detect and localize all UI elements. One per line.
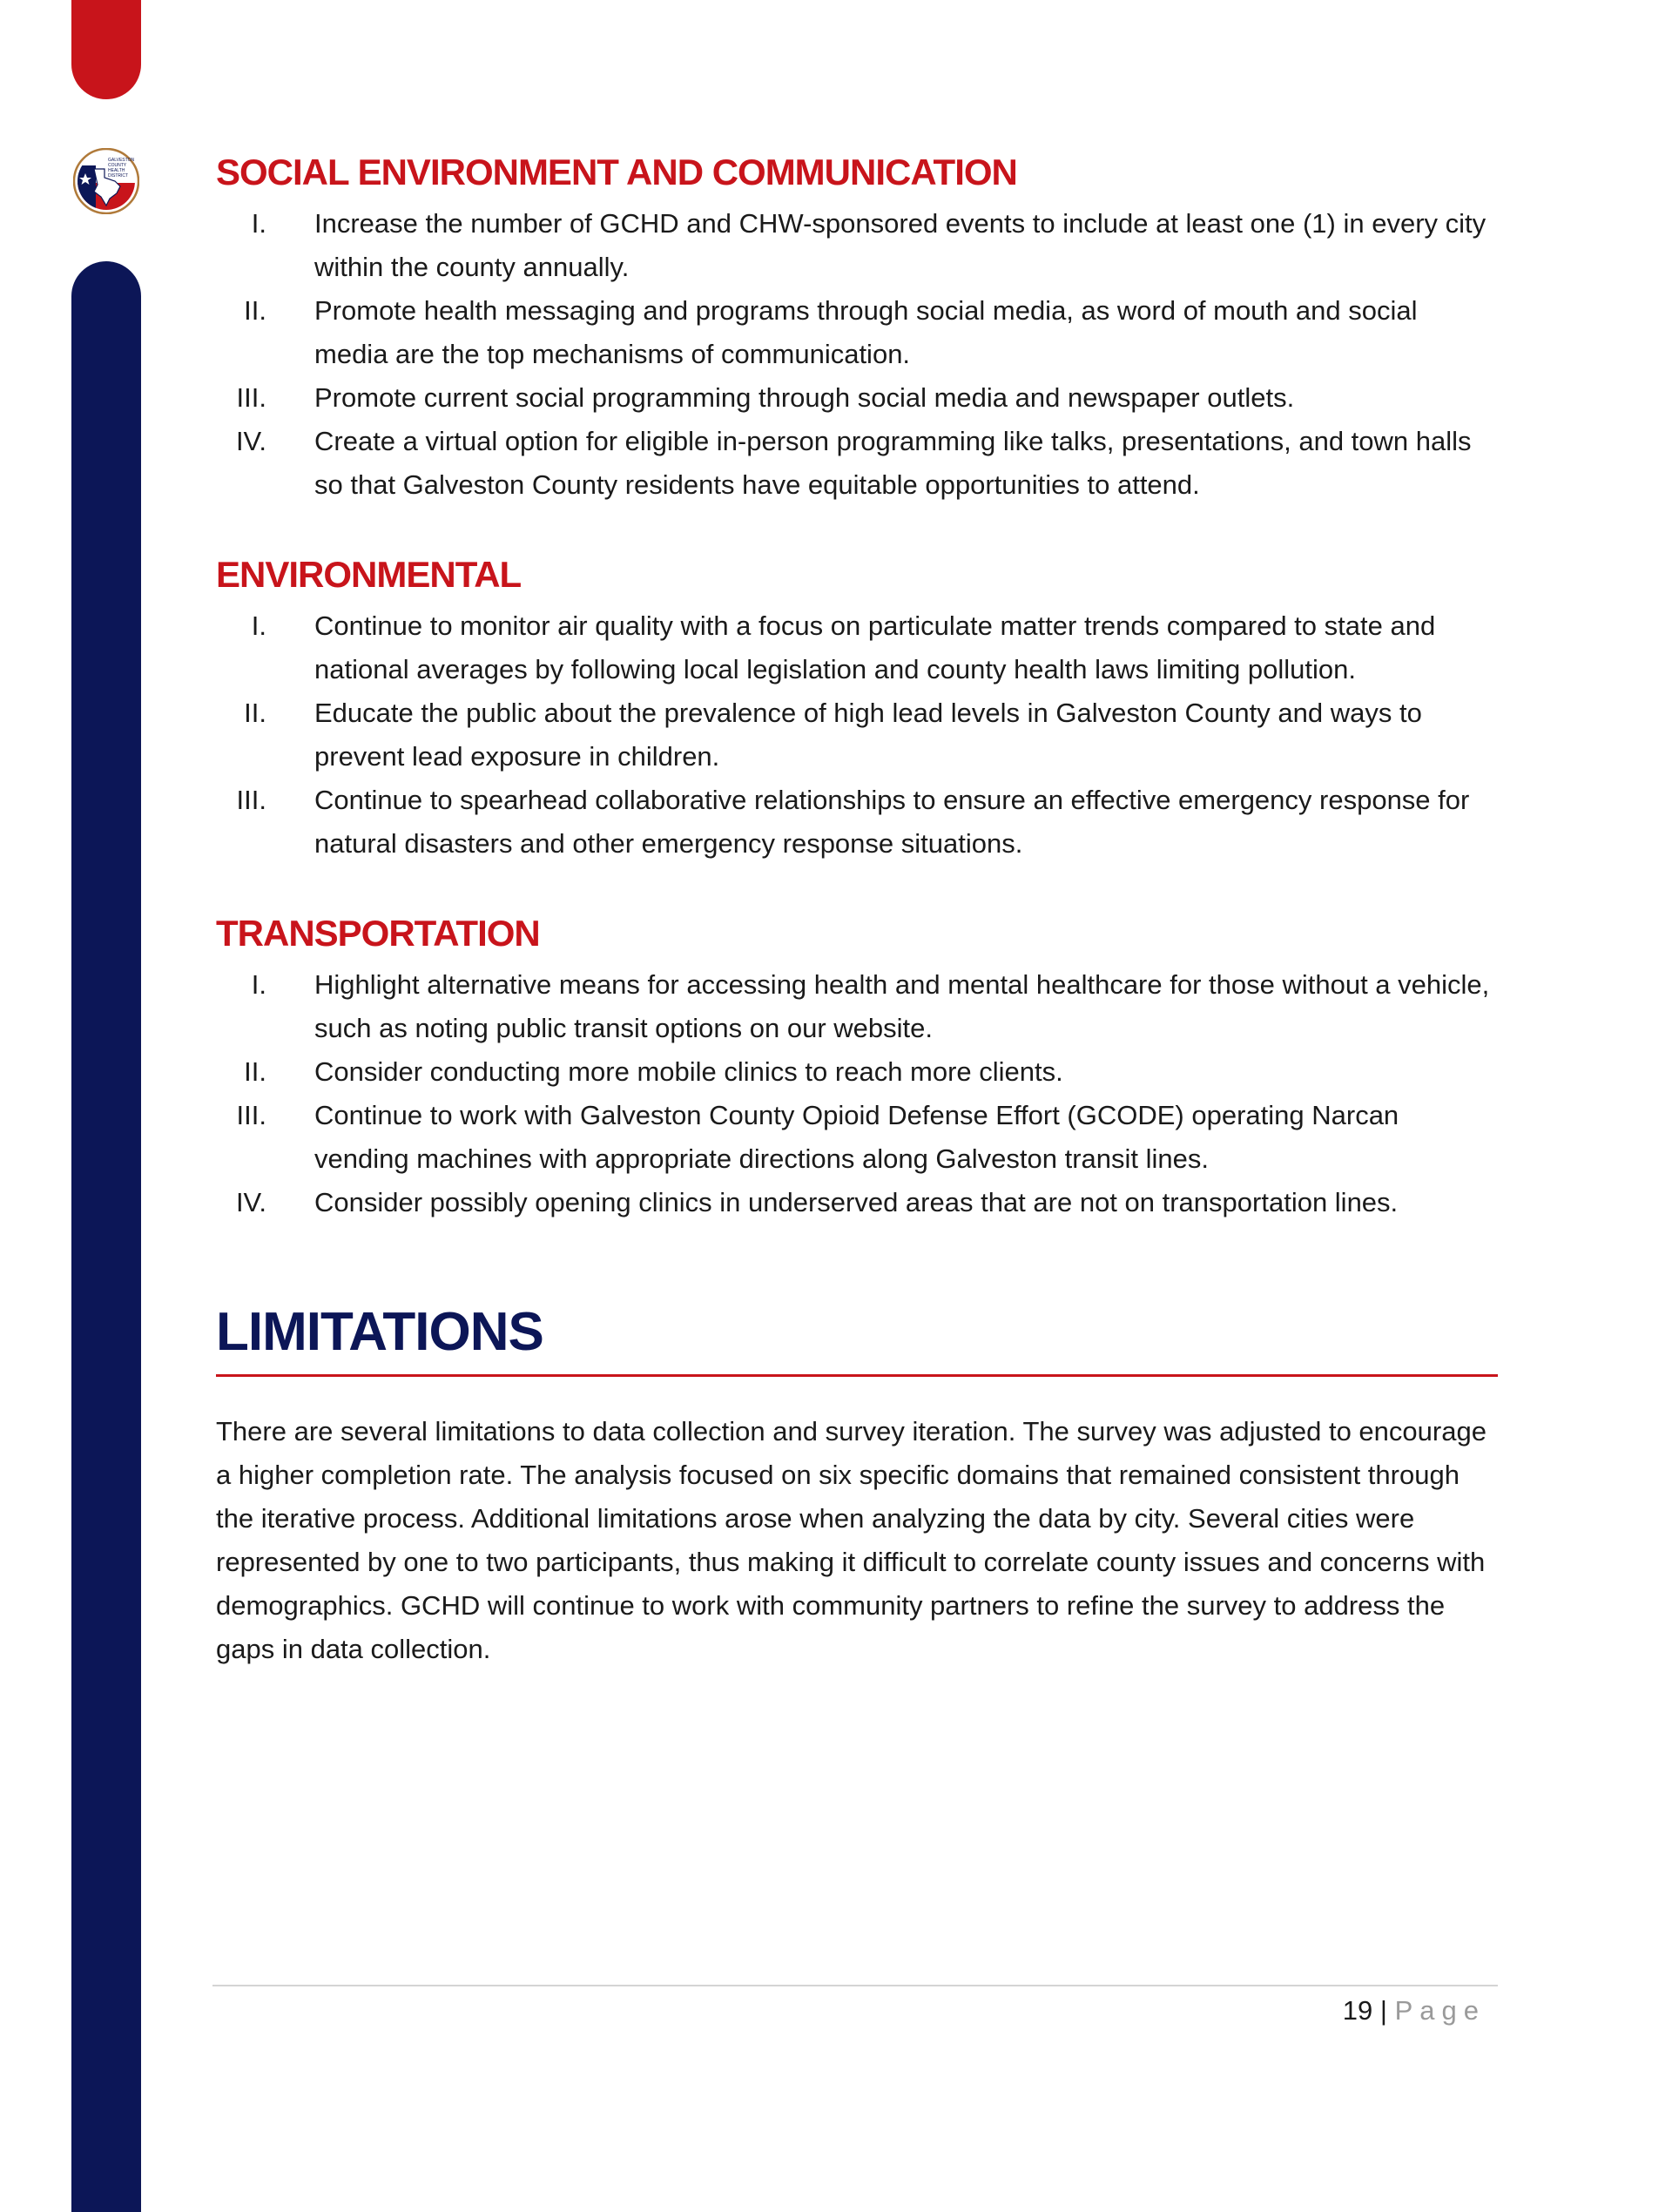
gchd-logo-icon xyxy=(73,148,139,214)
list-item xyxy=(216,1050,1498,1094)
list-item-text: Create a virtual option for eligible in-person programming like talks, presentations, and town halls so that Galveston County residents have equitable opportunities to attend. xyxy=(314,426,1472,500)
list-numeral: I. xyxy=(251,208,266,239)
list-numeral: I. xyxy=(251,969,266,1000)
list-item xyxy=(216,420,1498,507)
list-item-text: Continue to work with Galveston County Opioid Defense Effort (GCODE) operating Narcan vending machines with appropriate directions along Galveston transit lines. xyxy=(314,1100,1399,1174)
list-item xyxy=(216,963,1498,1050)
limitations-heading: LIMITATIONS xyxy=(216,1302,543,1362)
red-top-tab xyxy=(71,0,141,99)
list-item-text: Consider possibly opening clinics in underserved areas that are not on transportation lines. xyxy=(314,1187,1399,1217)
list-numeral: IV. xyxy=(235,1187,266,1217)
list-item xyxy=(216,376,1498,420)
list-item-text: Highlight alternative means for accessing health and mental healthcare for those without a vehicle, such as noting public transit options on our website. xyxy=(314,969,1490,1043)
list-numeral: I. xyxy=(251,610,266,641)
list-item-text: Promote current social programming through social media and newspaper outlets. xyxy=(314,382,1295,413)
page-number: 19 xyxy=(1342,1995,1373,2026)
list-item-text: Continue to spearhead collaborative relationships to ensure an effective emergency response for natural disasters and other emergency response situations. xyxy=(314,785,1470,859)
social-recommendations-list xyxy=(216,202,1498,507)
page-footer xyxy=(1343,1989,1486,2033)
list-numeral: III. xyxy=(236,785,266,815)
page-content xyxy=(216,148,1498,1671)
list-item xyxy=(216,691,1498,779)
list-item-text: Promote health messaging and programs through social media, as word of mouth and social media are the top mechanisms of communication. xyxy=(314,295,1418,369)
list-item xyxy=(216,289,1498,376)
list-item xyxy=(216,1094,1498,1181)
svg-text:DISTRICT: DISTRICT xyxy=(108,173,129,179)
list-numeral: II. xyxy=(244,1056,266,1087)
list-numeral: II. xyxy=(244,698,266,728)
list-item-text: Educate the public about the prevalence of high lead levels in Galveston County and ways to prevent lead exposure in children. xyxy=(314,698,1422,772)
list-item xyxy=(216,202,1498,289)
limitations-paragraph: There are several limitations to data collection and survey iteration. The survey was adjusted to encourage a higher completion rate. The analysis focused on six specific domains that remained consistent through the iterative process. Additional limitations arose when analyzing the data by city. Several cities were represented by one to two participants, thus making it difficult to correlate county issues and concerns with demographics. GCHD will continue to work with community partners to refine the survey to address the gaps in data collection. xyxy=(216,1416,1487,1664)
svg-text:HEALTH: HEALTH xyxy=(108,168,125,173)
list-numeral: II. xyxy=(244,295,266,326)
list-item-text: Consider conducting more mobile clinics to reach more clients. xyxy=(314,1056,1063,1087)
list-numeral: III. xyxy=(236,382,266,413)
footer-separator: | xyxy=(1379,1995,1387,2026)
environmental-recommendations-list xyxy=(216,604,1498,866)
transportation-recommendations-list xyxy=(216,963,1498,1224)
list-item-text: Increase the number of GCHD and CHW-sponsored events to include at least one (1) in every city within the county annually. xyxy=(314,208,1487,282)
section-heading-environmental: ENVIRONMENTAL xyxy=(216,554,522,595)
svg-text:COUNTY: COUNTY xyxy=(108,163,127,168)
list-numeral: III. xyxy=(236,1100,266,1130)
list-item xyxy=(216,779,1498,866)
navy-side-bar xyxy=(71,261,141,2212)
list-item xyxy=(216,604,1498,691)
section-heading-transportation: TRANSPORTATION xyxy=(216,913,540,954)
heading-divider xyxy=(216,1374,1498,1377)
footer-divider xyxy=(212,1985,1498,1986)
section-heading-social: SOCIAL ENVIRONMENT AND COMMUNICATION xyxy=(216,152,1017,192)
list-item-text: Continue to monitor air quality with a focus on particulate matter trends compared to state and national averages by following local legislation and county health laws limiting pollution. xyxy=(314,610,1436,685)
list-item xyxy=(216,1181,1498,1224)
svg-text:GALVESTON: GALVESTON xyxy=(108,158,135,163)
list-numeral: IV. xyxy=(235,426,266,456)
page-label: Page xyxy=(1394,1995,1486,2026)
